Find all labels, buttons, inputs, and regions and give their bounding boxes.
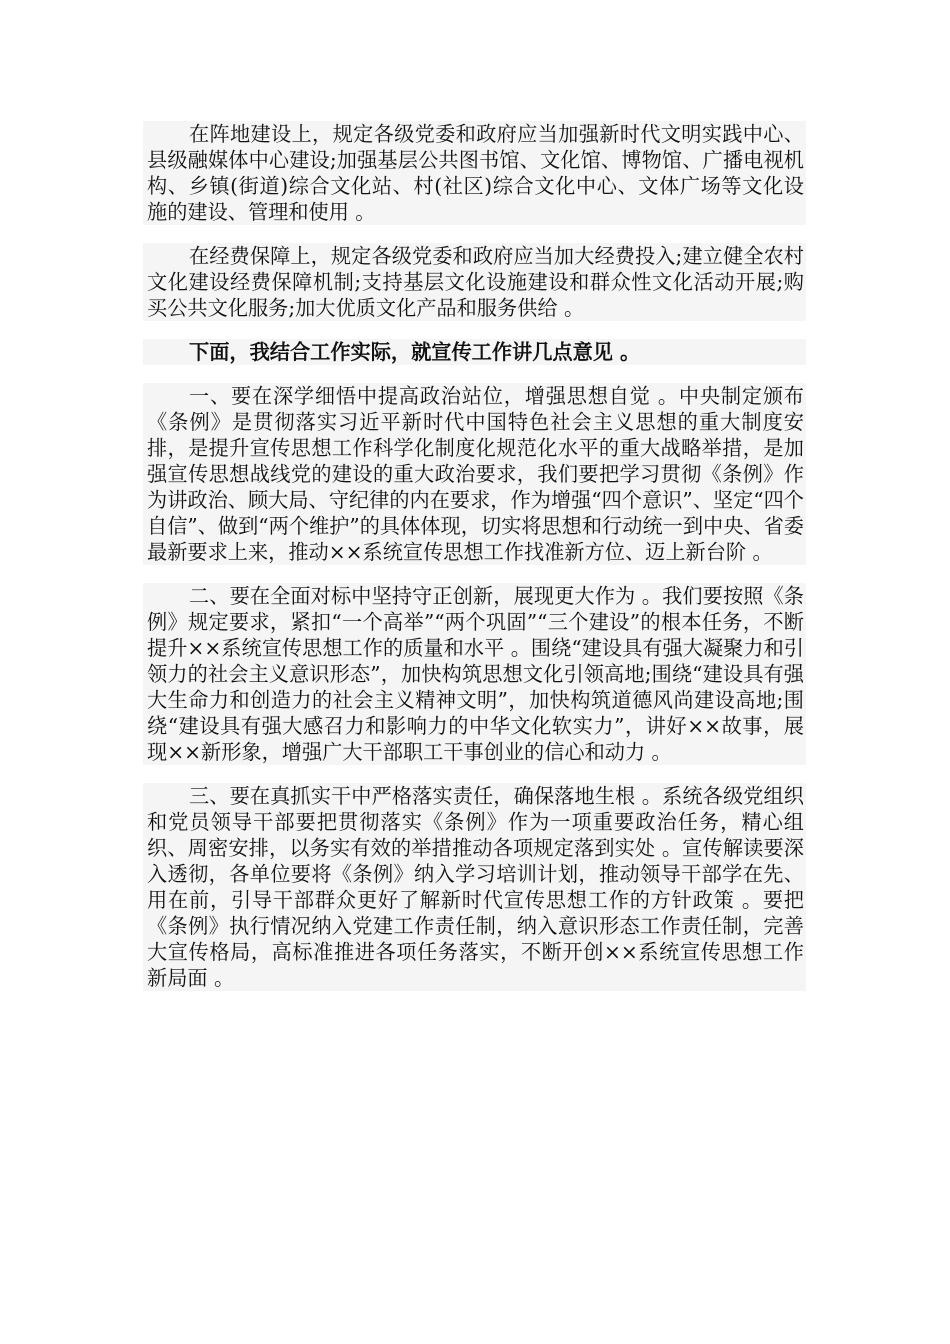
paragraph-point-one: 一、要在深学细悟中提高政治站位，增强思想自觉 。中央制定颁布《条例》是贯彻落实习近平新时代中国特色社会主义思想的重大制度安排，是提升宣传思想工作科学化制度化规范化水平的重大战略举措，是加强宣传思想战线党的建设的重大政治要求，我们要把学习贯彻《条例》作为讲政治、顾大局、守纪律的内在要求，作为增强“四个意识”、坚定“四个自信”、做到“两个维护”的具体体现，切实将思想和行动统一到中央、省委最新要求上来，推动××系统宣传思想工作找准新方位、迈上新台阶 。 — [147, 384, 804, 564]
paragraph-gap — [143, 225, 806, 243]
paragraph-gap — [143, 321, 806, 339]
paragraph-point-three: 三、要在真抓实干中严格落实责任，确保落地生根 。系统各级党组织和党员领导干部要把贯彻落实《条例》作为一项重要政治任务，精心组织、周密安排，以务实有效的举措推动各项规定落到实处 。宣传解读要深入透彻，各单位要将《条例》纳入学习培训计划，推动领导干部学在先、用在前，引导干部群众更好了解新时代宣传思想工作的方针政策 。要把《条例》执行情况纳入党建工作责任制，纳入意识形态工作责任制，完善大宣传格局，高标准推进各项任务落实，不断开创××系统宣传思想工作新局面 。 — [147, 784, 804, 990]
paragraph-point-two: 二、要在全面对标中坚持守正创新，展现更大作为 。我们要按照《条例》规定要求，紧扣“一个高举”“两个巩固”“三个建设”的根本任务，不断提升××系统宣传思想工作的质量和水平 。围绕“建设具有强大凝聚力和引领力的社会主义意识形态”，加快构筑思想文化引领高地;围绕“建设具有强大生命力和创造力的社会主义精神文明”，加快构筑道德风尚建设高地;围绕“建设具有强大感召力和影响力的中华文化软实力”，讲好××故事，展现××新形象，增强广大干部职工干事创业的信心和动力 。 — [147, 584, 804, 764]
document-body — [143, 121, 806, 991]
paragraph-gap — [143, 365, 806, 383]
paragraph-section-intro: 下面，我结合工作实际，就宣传工作讲几点意见 。 — [189, 340, 641, 364]
paragraph-gap — [143, 565, 806, 583]
paragraph-gap — [143, 765, 806, 783]
paragraph-funding-guarantee: 在经费保障上，规定各级党委和政府应当加大经费投入;建立健全农村文化建设经费保障机制;支持基层文化设施建设和群众性文化活动开展;购买公共文化服务;加大优质文化产品和服务供给 。 — [147, 244, 804, 320]
paragraph-position-building: 在阵地建设上，规定各级党委和政府应当加强新时代文明实践中心、县级融媒体中心建设;加强基层公共图书馆、文化馆、博物馆、广播电视机构、乡镇(街道)综合文化站、村(社区)综合文化中心、文体广场等文化设施的建设、管理和使用 。 — [147, 122, 804, 224]
